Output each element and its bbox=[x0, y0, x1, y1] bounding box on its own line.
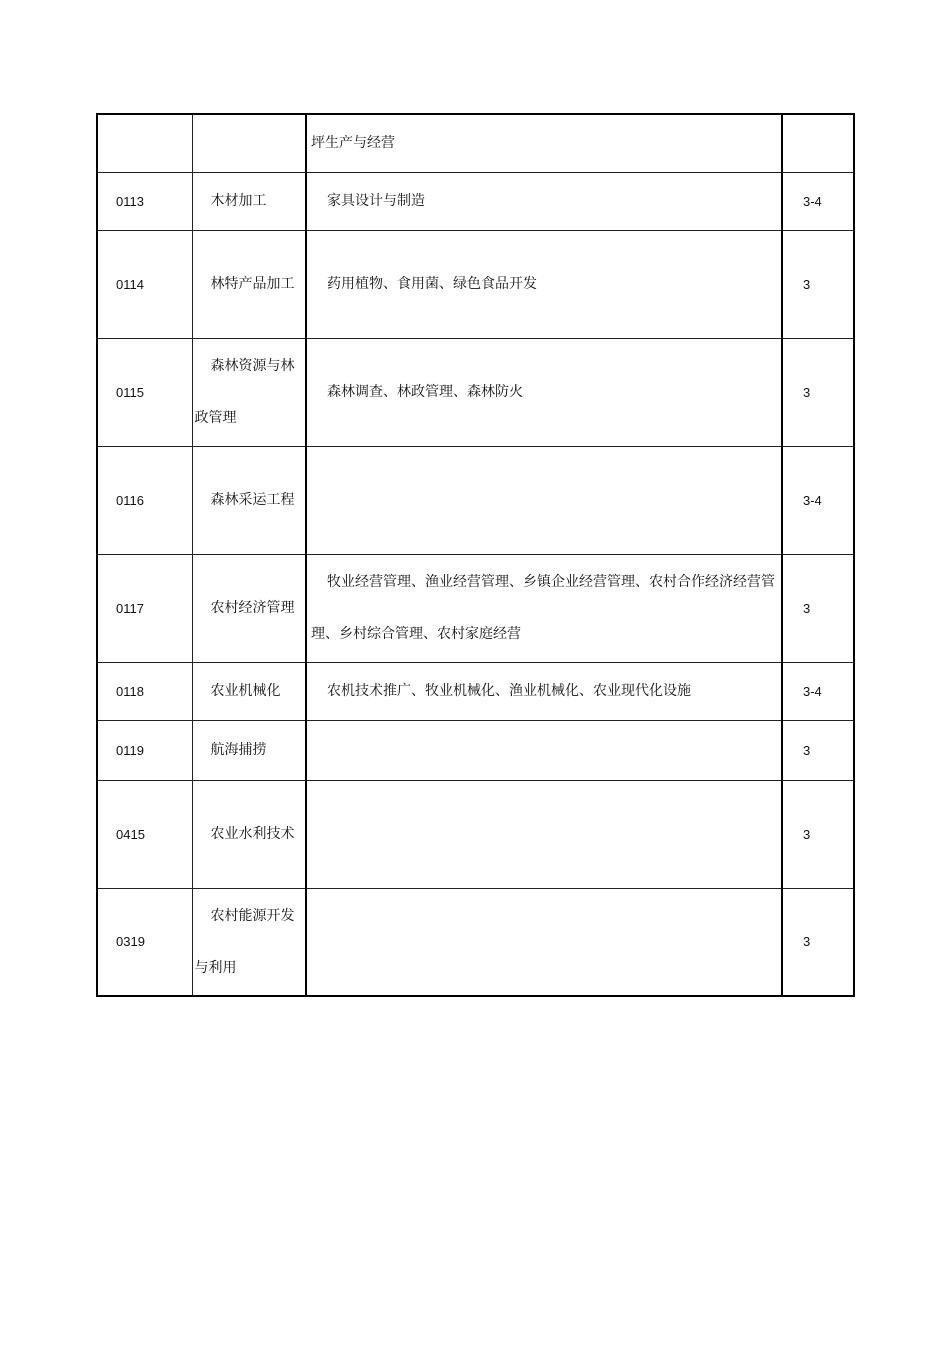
major-direction bbox=[306, 780, 782, 888]
table-row bbox=[97, 114, 854, 172]
major-code: 0118 bbox=[97, 662, 192, 720]
major-code: 0319 bbox=[97, 888, 192, 996]
major-name-text: 木材加工 bbox=[210, 193, 267, 209]
major-code: 0116 bbox=[97, 446, 192, 554]
major-direction bbox=[306, 888, 782, 996]
major-name-text: 农村经济管理 bbox=[210, 600, 295, 616]
major-direction bbox=[306, 230, 782, 338]
major-name-text: 农业水利技术 bbox=[210, 826, 295, 842]
table-row bbox=[97, 780, 854, 888]
major-name-text: 农村能源开发与利用 bbox=[194, 907, 295, 976]
major-direction bbox=[306, 172, 782, 230]
study-years: 3-4 bbox=[782, 662, 854, 720]
major-name bbox=[192, 114, 306, 172]
major-name bbox=[192, 720, 306, 780]
major-direction bbox=[306, 114, 782, 172]
table-row bbox=[97, 172, 854, 230]
major-direction-text: 农机技术推广、牧业机械化、渔业机械化、农业现代化设施 bbox=[327, 683, 691, 699]
major-direction bbox=[306, 554, 782, 662]
major-code: 0415 bbox=[97, 780, 192, 888]
major-name-text: 森林资源与林政管理 bbox=[194, 358, 295, 426]
major-direction-text: 药用植物、食用菌、绿色食品开发 bbox=[327, 276, 537, 292]
study-years: 3 bbox=[782, 554, 854, 662]
major-name bbox=[192, 554, 306, 662]
study-years: 3 bbox=[782, 720, 854, 780]
study-years bbox=[782, 114, 854, 172]
major-direction bbox=[306, 338, 782, 446]
major-name bbox=[192, 338, 306, 446]
major-name-text: 林特产品加工 bbox=[210, 276, 295, 292]
table-row bbox=[97, 554, 854, 662]
major-direction-text: 牧业经营管理、渔业经营管理、乡镇企业经营管理、农村合作经济经营管理、乡村综合管理、农村家庭经营 bbox=[311, 574, 775, 642]
major-code bbox=[97, 114, 192, 172]
major-name bbox=[192, 780, 306, 888]
major-name bbox=[192, 662, 306, 720]
major-name bbox=[192, 230, 306, 338]
major-name bbox=[192, 446, 306, 554]
major-code: 0115 bbox=[97, 338, 192, 446]
majors-table bbox=[96, 113, 855, 997]
major-direction bbox=[306, 720, 782, 780]
table-row bbox=[97, 662, 854, 720]
study-years: 3 bbox=[782, 230, 854, 338]
major-code: 0113 bbox=[97, 172, 192, 230]
table-row bbox=[97, 888, 854, 996]
table-row bbox=[97, 230, 854, 338]
major-name-text: 农业机械化 bbox=[210, 683, 281, 699]
study-years: 3 bbox=[782, 888, 854, 996]
major-code: 0114 bbox=[97, 230, 192, 338]
major-name-text: 森林采运工程 bbox=[210, 492, 295, 508]
table-row bbox=[97, 446, 854, 554]
major-name-text: 航海捕捞 bbox=[210, 742, 267, 758]
major-code: 0119 bbox=[97, 720, 192, 780]
major-direction-text: 森林调查、林政管理、森林防火 bbox=[327, 384, 523, 400]
major-direction bbox=[306, 446, 782, 554]
study-years: 3 bbox=[782, 338, 854, 446]
study-years: 3-4 bbox=[782, 172, 854, 230]
study-years: 3-4 bbox=[782, 446, 854, 554]
major-name bbox=[192, 172, 306, 230]
study-years: 3 bbox=[782, 780, 854, 888]
major-direction-text: 家具设计与制造 bbox=[327, 193, 425, 209]
major-name bbox=[192, 888, 306, 996]
major-direction-text: 坪生产与经营 bbox=[311, 135, 395, 152]
table-row bbox=[97, 720, 854, 780]
table-row bbox=[97, 338, 854, 446]
major-direction bbox=[306, 662, 782, 720]
major-code: 0117 bbox=[97, 554, 192, 662]
